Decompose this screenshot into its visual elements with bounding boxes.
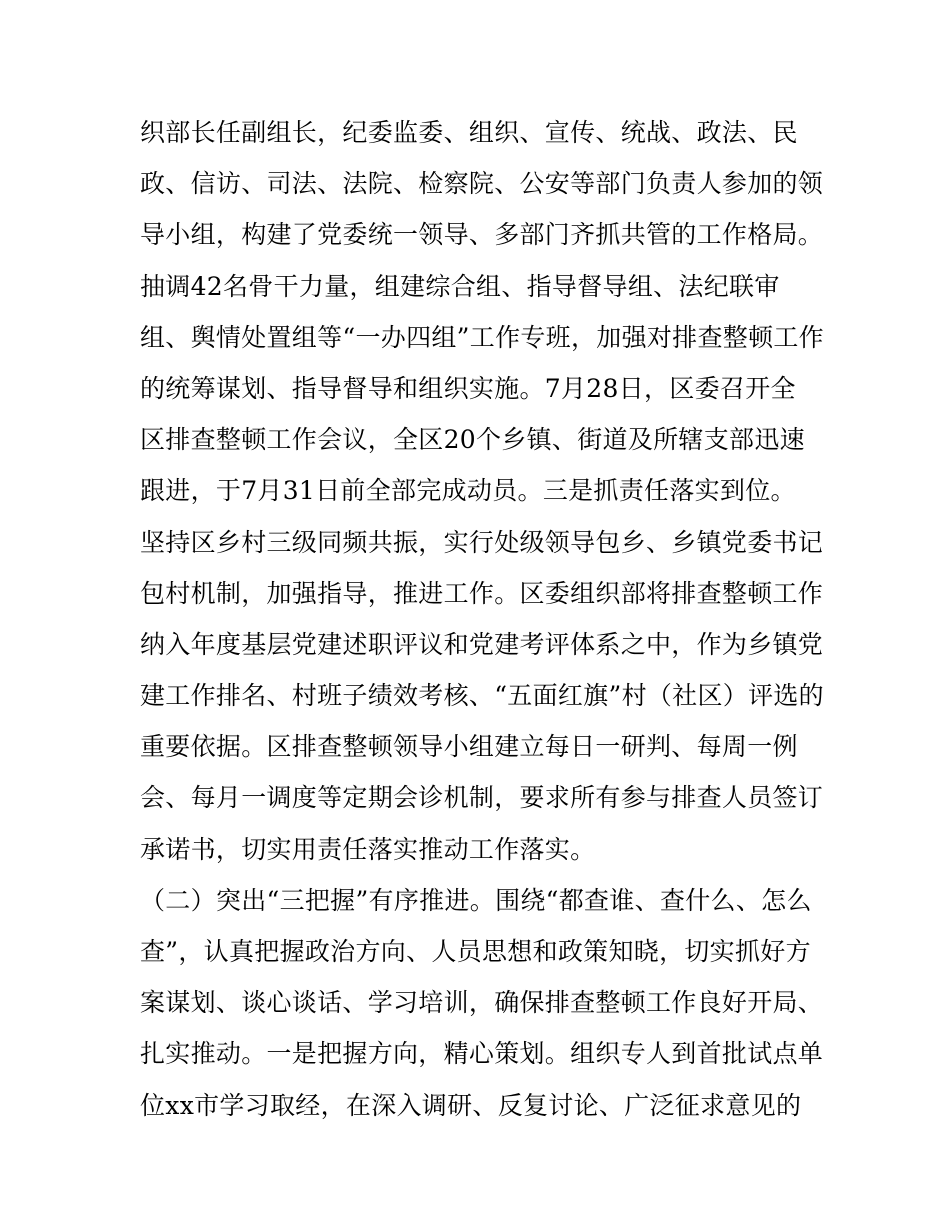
- text-line-6: 的统筹谋划、指导督导和组织实施。7月28日，区委召开全: [140, 373, 796, 403]
- text-line-15: 承诺书，切实用责任落实推动工作落实。: [140, 834, 596, 864]
- text-line-20: 位xx市学习取经，在深入调研、反复讨论、广泛征求意见的: [140, 1090, 802, 1120]
- document-body: [140, 107, 824, 1131]
- text-line-11: 纳入年度基层党建述职评议和党建考评体系之中，作为乡镇党: [140, 629, 824, 659]
- text-line-4: 抽调42名骨干力量，组建综合组、指导督导组、法纪联审: [140, 271, 780, 301]
- text-line-9: 坚持区乡村三级同频共振，实行处级领导包乡、乡镇党委书记: [140, 527, 824, 557]
- text-line-13: 重要依据。区排查整顿领导小组建立每日一研判、每周一例: [140, 732, 798, 762]
- text-line-12: 建工作排名、村班子绩效考核、“五面红旗”村（社区）评选的: [140, 681, 824, 711]
- text-line-1: 织部长任副组长，纪委监委、组织、宣传、统战、政法、民: [140, 118, 798, 147]
- text-line-18: 案谋划、谈心谈话、学习培训，确保排查整顿工作良好开局、: [140, 988, 824, 1018]
- text-line-3: 导小组，构建了党委统一领导、多部门齐抓共管的工作格局。: [140, 220, 824, 250]
- text-line-10: 包村机制，加强指导，推进工作。区委组织部将排查整顿工作: [140, 578, 824, 608]
- text-line-8: 跟进，于7月31日前全部完成动员。三是抓责任落实到位。: [140, 476, 796, 506]
- text-line-2: 政、信访、司法、法院、检察院、公安等部门负责人参加的领: [140, 169, 824, 199]
- text-line-14: 会、每月一调度等定期会诊机制，要求所有参与排查人员签订: [140, 783, 824, 813]
- text-line-7: 区排查整顿工作会议，全区20个乡镇、街道及所辖支部迅速: [140, 425, 805, 455]
- text-line-17: 查”，认真把握政治方向、人员思想和政策知晓，切实抓好方: [140, 937, 811, 966]
- text-line-5: 组、舆情处置组等“一办四组”工作专班，加强对排查整顿工作: [140, 322, 824, 352]
- text-line-19: 扎实推动。一是把握方向，精心策划。组织专人到首批试点单: [140, 1039, 824, 1069]
- text-line-16: （二）突出“三把握”有序推进。围绕“都查谁、查什么、怎么: [140, 885, 812, 915]
